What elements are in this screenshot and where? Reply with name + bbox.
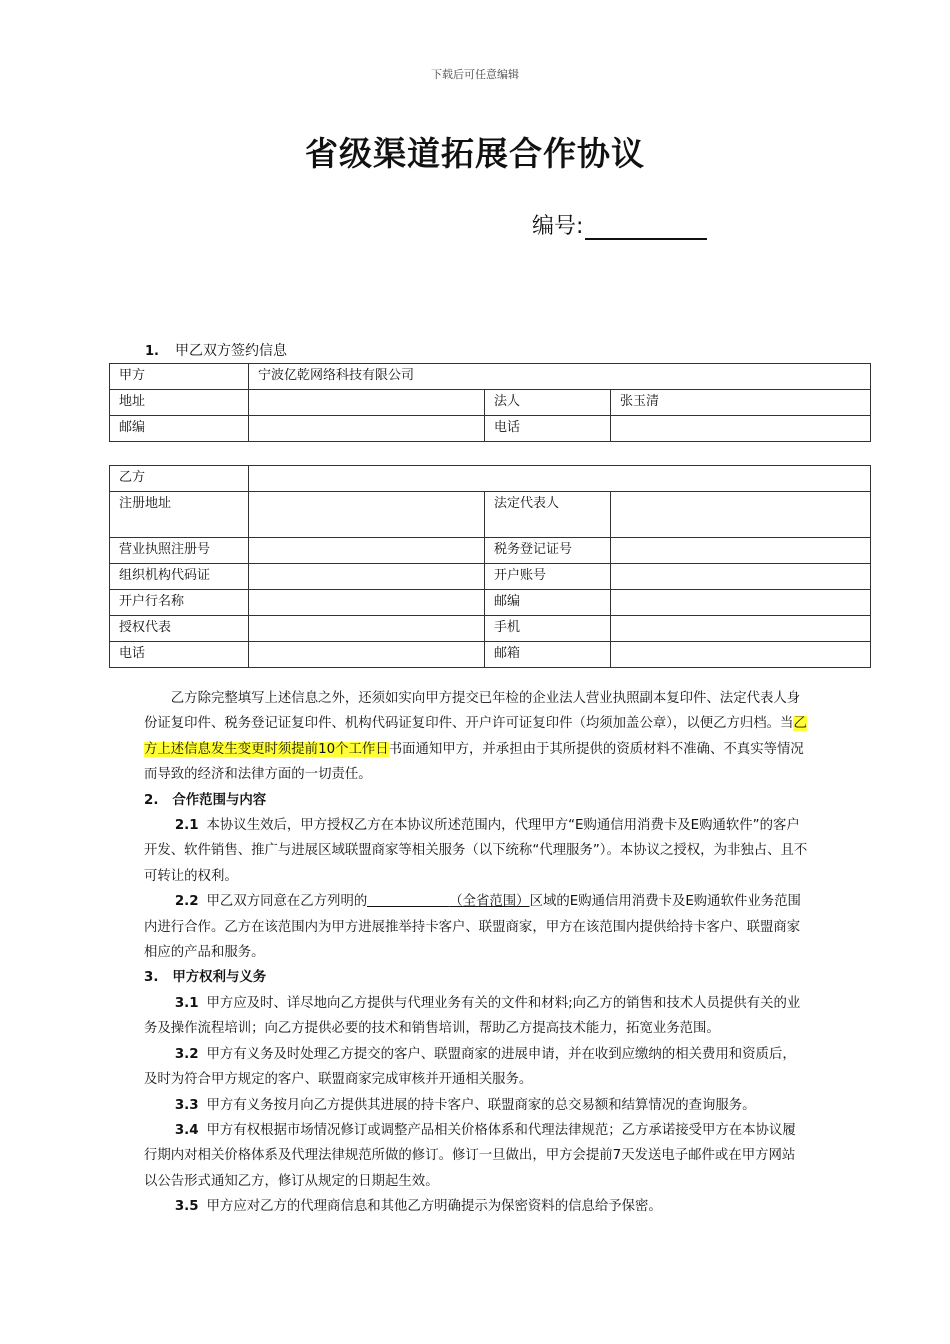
section-2-title: 合作范围与内容 [172, 792, 267, 808]
party-b-legal-rep-value[interactable] [611, 492, 871, 538]
section-3-title: 甲方权利与义务 [172, 970, 267, 986]
party-b-postcode-label: 邮编 [485, 590, 611, 616]
party-b-license-label: 营业执照注册号 [110, 538, 249, 564]
table-row [110, 390, 871, 416]
clause-number: 2.2 [174, 894, 199, 910]
section-3-heading [144, 965, 808, 990]
party-b-table [109, 465, 871, 668]
party-b-phone-value[interactable] [249, 642, 485, 668]
party-b-mobile-label: 手机 [485, 616, 611, 642]
table-row [110, 564, 871, 590]
note-text: 乙方除完整填写上述信息之外，还须如实向甲方提交已年检的企业法人营业执照副本复印件、法定代表人身份证复印件、税务登记证复印件、机构代码证复印件、开户许可证复印件（均须加盖公章），以便乙方归档。当 [144, 691, 801, 732]
scope-value: （全省范围） [449, 894, 530, 910]
party-b-bank-value[interactable] [249, 590, 485, 616]
party-a-table [109, 363, 871, 442]
table-row [110, 364, 871, 390]
party-b-postcode-value[interactable] [611, 590, 871, 616]
table-row [110, 538, 871, 564]
section-1-heading [145, 340, 287, 360]
clause-text: 甲方有义务及时处理乙方提交的客户、联盟商家的进展申请，并在收到应缴纳的相关费用和资质后，及时为符合甲方规定的客户、联盟商家完成审核并开通相关服务。 [144, 1046, 796, 1088]
table-row [110, 492, 871, 538]
document-title: 省级渠道拓展合作协议 [305, 134, 645, 173]
clause-2-2 [144, 889, 808, 965]
party-b-name[interactable] [249, 466, 871, 492]
clause-number: 3.3 [174, 1097, 199, 1113]
clause-number: 2.1 [174, 818, 199, 834]
document-body [144, 686, 808, 1220]
party-a-postcode-value[interactable] [249, 416, 485, 442]
section-2-number: 2. [144, 792, 159, 808]
clause-3-3 [144, 1093, 808, 1118]
clause-text: 甲方应对乙方的代理商信息和其他乙方明确提示为保密资料的信息给予保密。 [206, 1199, 662, 1215]
clause-text: 区域的E购通信用消费卡及E购通软件业务范围内进行合作。乙方在该范围内为甲方进展推举持卡客户、联盟商家，甲方在该范围内提供给持卡客户、联盟商家相应的产品和服务。 [144, 894, 801, 961]
party-a-name[interactable]: 宁波亿乾网络科技有限公司 [249, 364, 871, 390]
section-3-number: 3. [144, 970, 159, 986]
party-a-address-label: 地址 [110, 390, 249, 416]
scope-blank[interactable] [367, 892, 449, 907]
table-row [110, 590, 871, 616]
party-b-org-code-label: 组织机构代码证 [110, 564, 249, 590]
party-b-email-value[interactable] [611, 642, 871, 668]
party-b-license-value[interactable] [249, 538, 485, 564]
party-b-account-value[interactable] [611, 564, 871, 590]
table-row [110, 642, 871, 668]
party-b-legal-rep-label: 法定代表人 [485, 492, 611, 538]
qualification-note [144, 686, 808, 788]
clause-2-1 [144, 813, 808, 889]
document-number [532, 209, 707, 240]
party-b-label: 乙方 [110, 466, 249, 492]
party-a-address-value[interactable] [249, 390, 485, 416]
section-1-title: 甲乙双方签约信息 [174, 343, 287, 359]
party-a-phone-value[interactable] [611, 416, 871, 442]
clause-3-4 [144, 1118, 808, 1194]
clause-text: 甲方有权根据市场情况修订或调整产品相关价格体系和代理法律规范；乙方承诺接受甲方在本协议履行期内对相关价格体系及代理法律规范所做的修订。修订一旦做出，甲方会提前7天发送电子邮件或在甲方网站以公告形式通知乙方，修订从规定的日期起生效。 [144, 1122, 796, 1189]
party-b-email-label: 邮箱 [485, 642, 611, 668]
party-b-bank-label: 开户行名称 [110, 590, 249, 616]
party-b-account-label: 开户账号 [485, 564, 611, 590]
clause-3-2 [144, 1042, 808, 1093]
clause-3-5 [144, 1194, 808, 1219]
clause-text: 甲方有义务按月向乙方提供其进展的持卡客户、联盟商家的总交易额和结算情况的查询服务。 [206, 1097, 756, 1113]
section-1-number: 1. [145, 344, 159, 359]
party-b-org-code-value[interactable] [249, 564, 485, 590]
section-2-heading [144, 788, 808, 813]
table-row [110, 416, 871, 442]
party-a-postcode-label: 邮编 [110, 416, 249, 442]
party-b-mobile-value[interactable] [611, 616, 871, 642]
clause-number: 3.2 [174, 1046, 199, 1062]
party-a-legal-label: 法人 [485, 390, 611, 416]
header-note: 下载后可任意编辑 [431, 68, 519, 81]
clause-number: 3.1 [174, 995, 199, 1011]
note-text: 书面通知甲方，并承担由于其所提供的资质材料不准确、不真实等情况而导致的经济和法律方面的一切责任。 [144, 741, 804, 783]
document-number-blank[interactable] [585, 216, 707, 240]
party-a-phone-label: 电话 [485, 416, 611, 442]
clause-text: 本协议生效后，甲方授权乙方在本协议所述范围内，代理甲方“E购通信用消费卡及E购通软件”的客户开发、软件销售、推广与进展区域联盟商家等相关服务（以下统称“代理服务”）。本协议之授权，为非独占、且不可转让的权利。 [144, 818, 808, 884]
party-b-phone-label: 电话 [110, 642, 249, 668]
clause-text: 甲方应及时、详尽地向乙方提供与代理业务有关的文件和材料;向乙方的销售和技术人员提供有关的业务及操作流程培训；向乙方提供必要的技术和销售培训，帮助乙方提高技术能力，拓宽业务范围。 [144, 995, 801, 1037]
table-row [110, 616, 871, 642]
party-b-auth-rep-value[interactable] [249, 616, 485, 642]
party-a-legal-value[interactable]: 张玉清 [611, 390, 871, 416]
party-b-auth-rep-label: 授权代表 [110, 616, 249, 642]
table-row [110, 466, 871, 492]
party-a-label: 甲方 [110, 364, 249, 390]
party-b-tax-label: 税务登记证号 [485, 538, 611, 564]
note-highlight: 乙方上述信息发生变更时须提前10个工作日 [144, 716, 807, 757]
clause-number: 3.4 [174, 1122, 199, 1138]
party-b-tax-value[interactable] [611, 538, 871, 564]
clause-number: 3.5 [174, 1199, 199, 1215]
party-b-reg-address-label: 注册地址 [110, 492, 249, 538]
clause-text: 甲乙双方同意在乙方列明的 [206, 894, 368, 910]
document-number-label: 编号: [532, 214, 584, 239]
party-b-reg-address-value[interactable] [249, 492, 485, 538]
clause-3-1 [144, 991, 808, 1042]
